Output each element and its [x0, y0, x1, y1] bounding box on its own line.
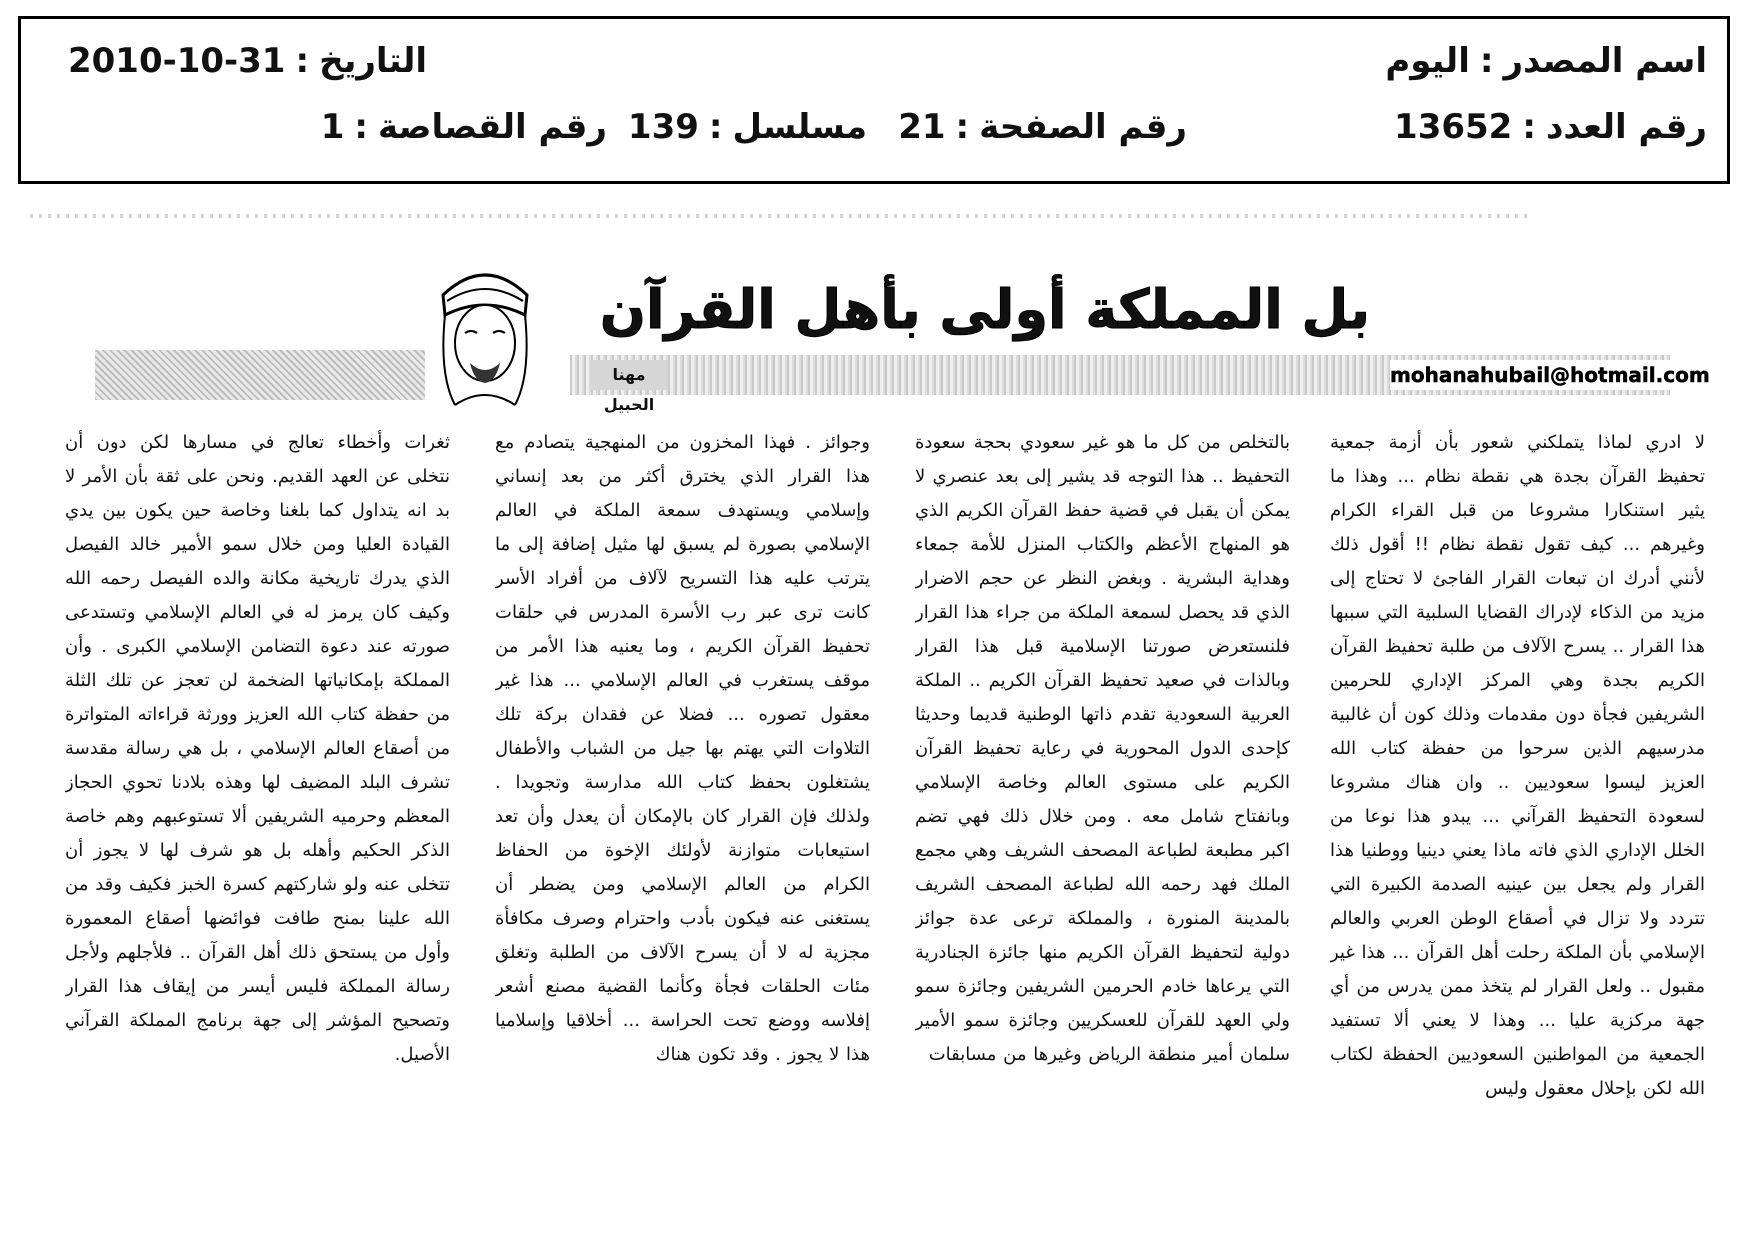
- source-value: اليوم: [1385, 41, 1470, 81]
- article-headline: بل المملكة أولى بأهل القرآن: [599, 278, 1370, 341]
- clipping-header: [18, 16, 1730, 184]
- author-email: mohanahubail@hotmail.com: [1390, 360, 1670, 390]
- source-field: اسم المصدر:اليوم: [1385, 41, 1707, 81]
- serial-value: 139: [627, 107, 699, 147]
- clipping-label: رقم القصاصة: [378, 107, 607, 147]
- scan-noise-line: [30, 214, 1530, 218]
- date-value: 2010-10-31: [67, 41, 286, 81]
- page-value: 21: [898, 107, 946, 147]
- date-field: التاريخ:2010-10-31: [67, 41, 427, 81]
- issue-value: 13652: [1394, 107, 1513, 147]
- issue-field: رقم العدد:13652: [1394, 107, 1707, 147]
- clipping-field: رقم القصاصة:1: [320, 107, 607, 147]
- source-label: اسم المصدر: [1503, 41, 1707, 81]
- serial-label: مسلسل: [732, 107, 867, 147]
- page-field: رقم الصفحة:21: [898, 107, 1187, 147]
- author-portrait: [425, 255, 545, 415]
- date-label: التاريخ: [319, 41, 427, 81]
- issue-label: رقم العدد: [1545, 107, 1707, 147]
- article-column-4: ثغرات وأخطاء تعالج في مسارها لكن دون أن نتخلى عن العهد القديم. ونحن على ثقة بأن الأمر لا بد انه يتداول كما بلغنا وخاصة حين يكون بين يدي القيادة العليا ومن خلال سمو الأمير خالد الفيصل الذي يدرك تاريخية مكانة والده الفيصل رحمه الله وكيف كان يرمز له في العالم الإسلامي وتستدعى صورته عند دعوة التضامن الإسلامي الكبرى . وأن المملكة بإمكانياتها الضخمة لن تعجز عن تلك الثلة من حفظة كتاب الله العزيز وورثة قراءاته المتواترة من أصقاع العالم الإسلامي ، بل هي رسالة مقدسة تشرف البلد المضيف لها وهذه بلادنا تحوي الحجاز المعظم وحرميه الشريفين ألا تستوعبهم وهم خاصة الذكر الحكيم وأهله بل هو شرف لها لا يجوز أن تتخلى عنه ولو شاركتهم كسرة الخبز فكيف وقد من الله علينا بمنح طافت فوائضها أصقاع المعمورة وأول من يستحق ذلك أهل القرآن .. فلأجلهم ولأجل رسالة المملكة فليس أيسر من إيقاف هذا القرار وتصحيح المؤشر إلى جهة برنامج المملكة القرآني الأصيل.: [65, 432, 450, 1065]
- article-column-1: لا ادري لماذا يتملكني شعور بأن أزمة جمعية تحفيظ القرآن بجدة هي نقطة نظام ... وهذا ما يثير استنكارا مشروعا من قبل القراء الكرام وغيرهم ... كيف تقول نقطة نظام !! أقول ذلك لأنني أدرك ان تبعات القرار الفاجئ لا تحتاج إلى مزيد من الذكاء لإدراك القضايا السلبية التي سببها هذا القرار .. يسرح الآلاف من طلبة تحفيظ القرآن الكريم بجدة وهي المركز الإداري للحرمين الشريفين فجأة دون مقدمات وذلك كون أن غالبية مدرسيهم الذين سرحوا من حفظة كتاب الله العزيز ليسوا سعوديين .. وان هناك مشروعا لسعودة التحفيظ القرآني ... يبدو هذا نوعا من الخلل الإداري الذي فاته ماذا يعني دينيا ووطنيا هذا القرار ولم يجعل بين عينيه الصدمة الكبيرة التي تتردد ولا تزال في أصقاع الوطن العربي والعالم الإسلامي بأن الملكة رحلت أهل القرآن ... هذا غير مقبول .. ولعل القرار لم يتخذ ممن يدرس من أي جهة مركزية عليا ... وهذا لا يعني ألا تستفيد الجمعية من المواطنين السعوديين الحفظة لكتاب الله لكن بإحلال معقول وليس: [1330, 432, 1705, 1099]
- clipping-value: 1: [320, 107, 345, 147]
- article-column-2: بالتخلص من كل ما هو غير سعودي بحجة سعودة التحفيظ .. هذا التوجه قد يشير إلى بعد عنصري لا يمكن أن يقبل في قضية حفظ القرآن الكريم الذي هو المنهاج الأعظم والكتاب المنزل للأمة جمعاء وهداية البشرية . وبغض النظر عن حجم الاضرار الذي قد يحصل لسمعة الملكة من جراء هذا القرار فلنستعرض صورتنا الإسلامية قبل هذا القرار وبالذات في صعيد تحفيظ القرآن الكريم .. الملكة العربية السعودية تقدم ذاتها الوطنية قديما وحديثا كإحدى الدول المحورية في رعاية تحفيظ القرآن الكريم على مستوى العالم وخاصة الإسلامي وبانفتاح شامل معه . ومن خلال ذلك فهي تضم اكبر مطبعة لطباعة المصحف الشريف وهي مجمع الملك فهد رحمه الله لطباعة المصحف الشريف بالمدينة المنورة ، والمملكة ترعى عدة جوائز دولية لتحفيظ القرآن الكريم منها جائزة الجنادرية التي يرعاها خادم الحرمين الشريفين وجائزة سمو ولي العهد للقرآن للعسكريين وجائزة سمو الأمير سلمان أمير منطقة الرياض وغيرها من مسابقات: [915, 432, 1290, 1065]
- serial-field: مسلسل:139: [627, 107, 867, 147]
- page-label: رقم الصفحة: [979, 107, 1187, 147]
- article-column-3: وجوائز . فهذا المخزون من المنهجية يتصادم مع هذا القرار الذي يخترق أكثر من بعد إنساني وإسلامي ويستهدف سمعة الملكة في العالم الإسلامي بصورة لم يسبق لها مثيل إضافة إلى ما يترتب عليه هذا التسريح لآلاف من أفراد الأسر كانت ترى عبر رب الأسرة المدرس في حلقات تحفيظ القرآن الكريم ، وما يعنيه هذا الأمر من موقف يستغرب في العالم الإسلامي ... هذا غير معقول تصوره ... فضلا عن فقدان بركة تلك التلاوات التي يهتم بها جيل من الشباب والأطفال يشتغلون بحفظ كتاب الله مدارسة وتجويدا . ولذلك فإن القرار كان بالإمكان أن يعدل وأن تعد استيعابات متوازنة لأولئك الإخوة من الحفاظ الكرام من العالم الإسلامي ومن يضطر أن يستغنى عنه فيكون بأدب واحترام وصرف مكافأة مجزية له لا أن يسرح الآلاف من الطلبة وتغلق مئات الحلقات فجأة وكأنما القضية مصنع أشعر إفلاسه ووضع تحت الحراسة ... أخلاقيا وإسلاميا هذا لا يجوز . وقد تكون هناك: [495, 432, 870, 1065]
- photo-caption-band: [95, 350, 425, 400]
- author-name: مهنا الحبيل: [590, 360, 668, 390]
